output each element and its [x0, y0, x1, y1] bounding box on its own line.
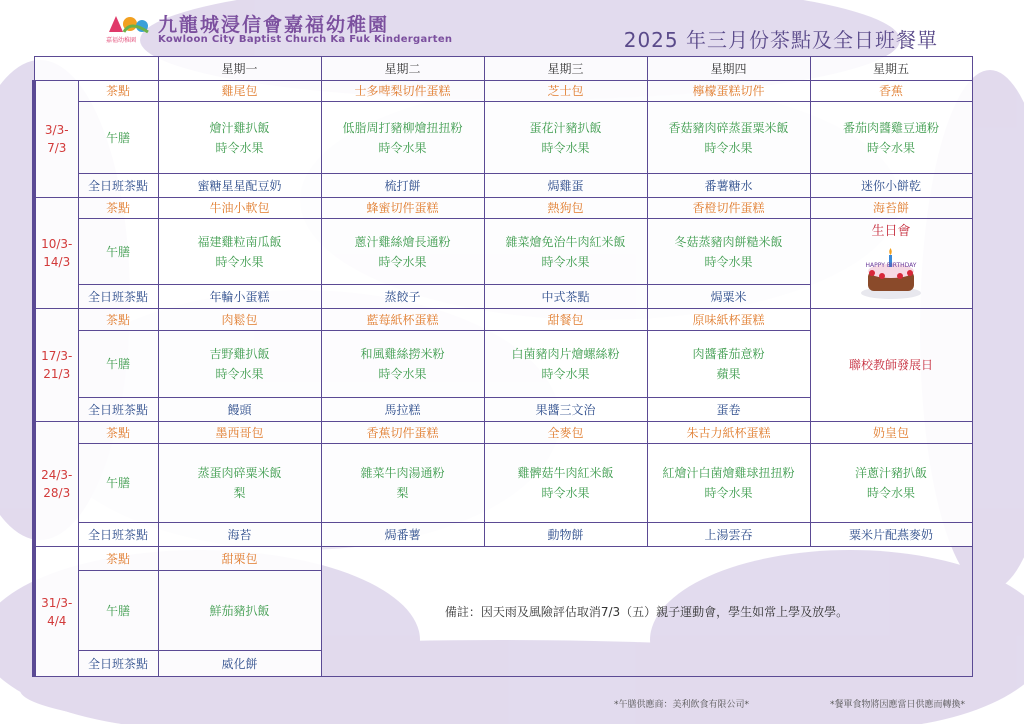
full-day-label: 全日班茶點 — [78, 523, 158, 547]
lunch-item: 雜菜牛肉湯通粉 梨 — [321, 444, 484, 523]
tea-label: 茶點 — [78, 547, 158, 571]
lunch-item: 蔥汁雞絲燴長通粉 時令水果 — [321, 219, 484, 285]
week-date: 31/3- 4/4 — [34, 547, 78, 677]
lunch-item: 洋蔥汁豬扒飯 時令水果 — [810, 444, 972, 523]
full-day-item: 馬拉糕 — [321, 398, 484, 422]
lunch-item: 福建雞粒南瓜飯 時令水果 — [158, 219, 321, 285]
full-day-item: 迷你小餅乾 — [810, 174, 972, 198]
day-header: 星期四 — [647, 57, 810, 81]
tea-item: 雞尾包 — [158, 81, 321, 102]
full-day-label: 全日班茶點 — [78, 651, 158, 677]
tea-item: 藍莓紙杯蛋糕 — [321, 309, 484, 331]
full-day-item: 海苔 — [158, 523, 321, 547]
full-day-item: 果醬三文治 — [484, 398, 647, 422]
lunch-label: 午膳 — [78, 102, 158, 174]
lunch-item: 蛋花汁豬扒飯 時令水果 — [484, 102, 647, 174]
page-title: 2025 年三月份茶點及全日班餐單 — [623, 28, 938, 52]
lunch-item: 肉醬番茄意粉 蘋果 — [647, 331, 810, 398]
tea-item: 奶皇包 — [810, 422, 972, 444]
lunch-item: 香菇豬肉碎蒸蛋粟米飯 時令水果 — [647, 102, 810, 174]
day-header: 星期三 — [484, 57, 647, 81]
full-day-item: 饅頭 — [158, 398, 321, 422]
tea-item: 全麥包 — [484, 422, 647, 444]
lunch-item: 雞髀菇牛肉紅米飯 時令水果 — [484, 444, 647, 523]
school-name-english: Kowloon City Baptist Church Ka Fuk Kindergarten — [158, 34, 453, 45]
lunch-label: 午膳 — [78, 331, 158, 398]
lunch-item: 燴汁雞扒飯 時令水果 — [158, 102, 321, 174]
lunch-item: 低脂周打豬柳燴扭扭粉 時令水果 — [321, 102, 484, 174]
full-day-item: 蛋卷 — [647, 398, 810, 422]
full-day-item: 動物餅 — [484, 523, 647, 547]
day-header: 星期二 — [321, 57, 484, 81]
full-day-item: 粟米片配燕麥奶 — [810, 523, 972, 547]
birthday-label: 生日會 — [871, 223, 911, 239]
tea-item: 香橙切件蛋糕 — [647, 198, 810, 219]
school-logo-icon — [104, 10, 154, 44]
footer-supplier-note: *午膳供應商：美利飲食有限公司* — [614, 700, 750, 710]
tea-item: 甜餐包 — [484, 309, 647, 331]
tea-label: 茶點 — [78, 309, 158, 331]
lunch-item: 鮮茄豬扒飯 — [158, 571, 321, 651]
tea-item: 香蕉 — [810, 81, 972, 102]
footer-change-note: *餐單食物將因應當日供應而轉換* — [830, 700, 966, 710]
lunch-item: 紅燴汁白菌燴雞球扭扭粉 時令水果 — [647, 444, 810, 523]
full-day-item: 上湯雲吞 — [647, 523, 810, 547]
header-corner — [34, 57, 158, 81]
lunch-label: 午膳 — [78, 571, 158, 651]
day-header: 星期一 — [158, 57, 321, 81]
event-teacher-development-day: 聯校教師發展日 — [810, 309, 972, 422]
remark-note: 備註：因天雨及風險評估取消7/3（五）親子運動會，學生如常上學及放學。 — [321, 547, 972, 677]
tea-item: 墨西哥包 — [158, 422, 321, 444]
tea-item: 熱狗包 — [484, 198, 647, 219]
tea-label: 茶點 — [78, 198, 158, 219]
tea-item: 肉鬆包 — [158, 309, 321, 331]
tea-item: 牛油小軟包 — [158, 198, 321, 219]
tea-item: 海苔餅 — [810, 198, 972, 219]
week-date: 24/3- 28/3 — [34, 422, 78, 547]
week-date: 10/3- 14/3 — [34, 198, 78, 309]
svg-text:HAPPY BIRTHDAY: HAPPY BIRTHDAY — [865, 261, 917, 269]
birthday-cake-icon — [856, 243, 926, 301]
lunch-item: 番茄肉醬雞豆通粉 時令水果 — [810, 102, 972, 174]
header — [0, 0, 1024, 56]
full-day-item: 梳打餅 — [321, 174, 484, 198]
tea-item: 檸檬蛋糕切件 — [647, 81, 810, 102]
tea-item: 朱古力紙杯蛋糕 — [647, 422, 810, 444]
lunch-item: 吉野雞扒飯 時令水果 — [158, 331, 321, 398]
tea-item: 芝士包 — [484, 81, 647, 102]
school-name-chinese: 九龍城浸信會嘉福幼稚園 — [158, 14, 390, 36]
lunch-label: 午膳 — [78, 219, 158, 285]
tea-item: 甜栗包 — [158, 547, 321, 571]
full-day-label: 全日班茶點 — [78, 285, 158, 309]
full-day-item: 中式茶點 — [484, 285, 647, 309]
full-day-item: 焗雞蛋 — [484, 174, 647, 198]
full-day-item: 威化餅 — [158, 651, 321, 677]
tea-item: 原味紙杯蛋糕 — [647, 309, 810, 331]
tea-label: 茶點 — [78, 81, 158, 102]
lunch-label: 午膳 — [78, 444, 158, 523]
lunch-item: 冬菇蒸豬肉餅糙米飯 時令水果 — [647, 219, 810, 285]
lunch-item: 雜菜燴免治牛肉紅米飯 時令水果 — [484, 219, 647, 285]
week-date: 17/3- 21/3 — [34, 309, 78, 422]
full-day-label: 全日班茶點 — [78, 174, 158, 198]
full-day-item: 焗番薯 — [321, 523, 484, 547]
lunch-item: 蒸蛋肉碎粟米飯 梨 — [158, 444, 321, 523]
lunch-item: 和風雞絲撈米粉 時令水果 — [321, 331, 484, 398]
full-day-item: 番薯糖水 — [647, 174, 810, 198]
full-day-item: 焗粟米 — [647, 285, 810, 309]
lunch-item: 白菌豬肉片燴螺絲粉 時令水果 — [484, 331, 647, 398]
tea-item: 蜂蜜切件蛋糕 — [321, 198, 484, 219]
full-day-label: 全日班茶點 — [78, 398, 158, 422]
svg-text:嘉福幼稚園: 嘉福幼稚園 — [106, 37, 137, 44]
week-date: 3/3-7/3 — [34, 81, 78, 198]
tea-label: 茶點 — [78, 422, 158, 444]
day-header: 星期五 — [810, 57, 972, 81]
full-day-item: 蜜糖星星配豆奶 — [158, 174, 321, 198]
full-day-item: 蒸餃子 — [321, 285, 484, 309]
tea-item: 香蕉切件蛋糕 — [321, 422, 484, 444]
full-day-item: 年輪小蛋糕 — [158, 285, 321, 309]
tea-item: 士多啤梨切件蛋糕 — [321, 81, 484, 102]
menu-table — [32, 56, 973, 677]
birthday-cell — [810, 219, 972, 309]
